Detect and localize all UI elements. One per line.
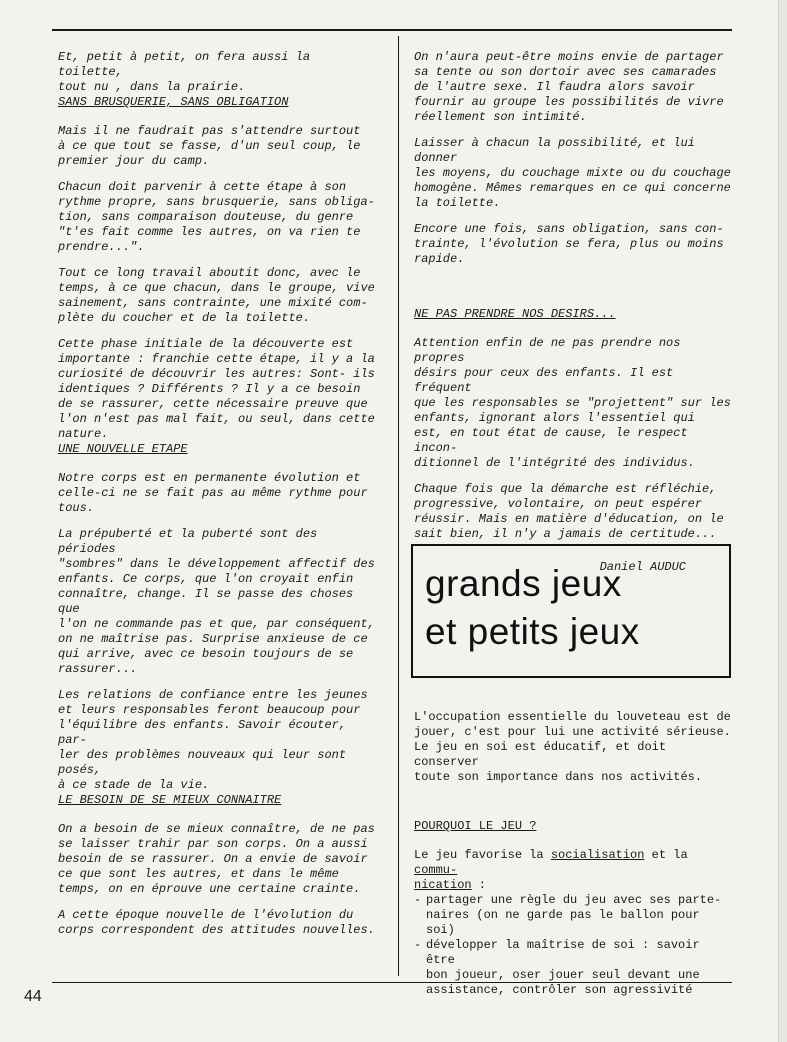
paragraph: Les relations de confiance entre les jeunes et leurs responsables feront beaucoup pour l'équilibre des enfants. Savoir écouter, par- ler des problèmes nouveaux qui leur sont posés, à ce stade de la vie. bbox=[58, 688, 368, 792]
section-heading-pourquoi: POURQUOI LE JEU ? bbox=[414, 819, 537, 833]
lead-text: : bbox=[471, 878, 487, 892]
top-rule bbox=[52, 29, 732, 31]
page-edge bbox=[778, 0, 787, 1042]
page-number: 44 bbox=[24, 988, 42, 1005]
section-heading-nouvelle-etape: UNE NOUVELLE ETAPE bbox=[58, 442, 188, 456]
paragraph: Laisser à chacun la possibilité, et lui donner les moyens, du couchage mixte ou du couchage homogène. Mêmes remarques en ce qui concerne la toilette. bbox=[414, 136, 731, 210]
column-divider bbox=[398, 36, 399, 976]
section-heading-desirs: NE PAS PRENDRE NOS DESIRS... bbox=[414, 307, 616, 321]
list-item-text: partager une règle du jeu avec ses parte- naires (on ne garde pas le ballon pour soi) bbox=[426, 893, 722, 937]
games-article bbox=[414, 710, 734, 998]
dash-bullet: - bbox=[414, 893, 422, 907]
title-line-1: grands jeux bbox=[425, 563, 622, 604]
games-intro-paragraph: L'occupation essentielle du louveteau est de jouer, c'est pour lui une activité sérieuse. Le jeu en soi est éducatif, et doit conserver toute son importance dans nos activités. bbox=[414, 710, 731, 784]
dash-bullet: - bbox=[414, 938, 422, 952]
paragraph: La prépuberté et la puberté sont des périodes "sombres" dans le développement affectif des enfants. Ce corps, que l'on croyait enfin connaître, change. Il se passe des choses que l'on ne commande pas et que, par conséquent, on ne maîtrise pas. Surprise anxieuse de ce qui arrive, avec ce besoin toujours de se rassurer... bbox=[58, 527, 375, 676]
paragraph: A cette époque nouvelle de l'évolution du corps correspondent des attitudes nouvelles. bbox=[58, 908, 375, 937]
paragraph: Cette phase initiale de la découverte est importante : franchie cette étape, il y a la curiosité de découvrir les autres: Sont- ils identiques ? Différents ? Il y a ce besoin de se rassurer, cette nécessaire preuve que l'on n'est pas mal fait, ou seul, dans cette nature. bbox=[58, 337, 375, 441]
paragraph: On a besoin de se mieux connaître, de ne pas se laisser trahir par son corps. On a aussi besoin de se rassurer. On a envie de savoir ce que sont les autres, et dans le même temps, on en éprouve une certaine crainte. bbox=[58, 822, 375, 896]
section-heading-besoin: LE BESOIN DE SE MIEUX CONNAITRE bbox=[58, 793, 282, 807]
lead-underlined-communication-end: nication bbox=[414, 878, 472, 892]
paragraph: Encore une fois, sans obligation, sans con- trainte, l'évolution se fera, plus ou moins rapide. bbox=[414, 222, 724, 266]
title-line-2: et petits jeux bbox=[425, 611, 640, 652]
right-column-article bbox=[414, 50, 734, 575]
paragraph: Chaque fois que la démarche est réfléchie, progressive, volontaire, on peut espérer réussir. Mais en matière d'éducation, on le sait bien, il n'y a jamais de certitude... bbox=[414, 482, 724, 541]
author-signature: Daniel AUDUC bbox=[599, 560, 686, 574]
games-lead bbox=[414, 848, 734, 893]
section-heading-brusquerie: SANS BRUSQUERIE, SANS OBLIGATION bbox=[58, 95, 289, 109]
paragraph: Chacun doit parvenir à cette étape à son rythme propre, sans brusquerie, sans obliga- tion, sans comparaison douteuse, du genre "t'es fait comme les autres, on va rien te prendre...". bbox=[58, 180, 375, 254]
list-item bbox=[414, 938, 734, 998]
lead-text: et la bbox=[644, 848, 688, 862]
paragraph: Notre corps est en permanente évolution et celle-ci ne se fait pas au même rythme pour tous. bbox=[58, 471, 368, 515]
bottom-rule bbox=[52, 982, 732, 983]
paragraph: Attention enfin de ne pas prendre nos propres désirs pour ceux des enfants. Il est fréquent que les responsables se "projettent" sur les enfants, ignorant alors l'essentiel qui est, en tout état de cause, le respect incon- ditionnel de l'intégrité des individus. bbox=[414, 336, 731, 470]
list-item-text: développer la maîtrise de soi : savoir être bon joueur, oser jouer seul devant une assistance, contrôler son agressivité bbox=[426, 938, 700, 997]
lead-underlined-communication: commu- bbox=[414, 863, 458, 877]
list-item bbox=[414, 893, 734, 938]
intro-paragraph: Et, petit à petit, on fera aussi la toilette, tout nu , dans la prairie. bbox=[58, 50, 311, 94]
left-column bbox=[58, 50, 376, 938]
paragraph: On n'aura peut-être moins envie de partager sa tente ou son dortoir avec ses camarades de l'autre sexe. Il faudra alors savoir fournir au groupe les possibilités de vivre réellement son intimité. bbox=[414, 50, 724, 124]
paragraph: Tout ce long travail aboutit donc, avec le temps, à ce que chacun, dans le groupe, vive sainement, sans contrainte, une mixité com- plète du coucher et de la toilette. bbox=[58, 266, 375, 325]
lead-text: Le jeu favorise la bbox=[414, 848, 551, 862]
games-title-box bbox=[411, 544, 731, 678]
lead-underlined-socialisation: socialisation bbox=[550, 848, 645, 862]
paragraph: Mais il ne faudrait pas s'attendre surtout à ce que tout se fasse, d'un seul coup, le premier jour du camp. bbox=[58, 124, 361, 168]
